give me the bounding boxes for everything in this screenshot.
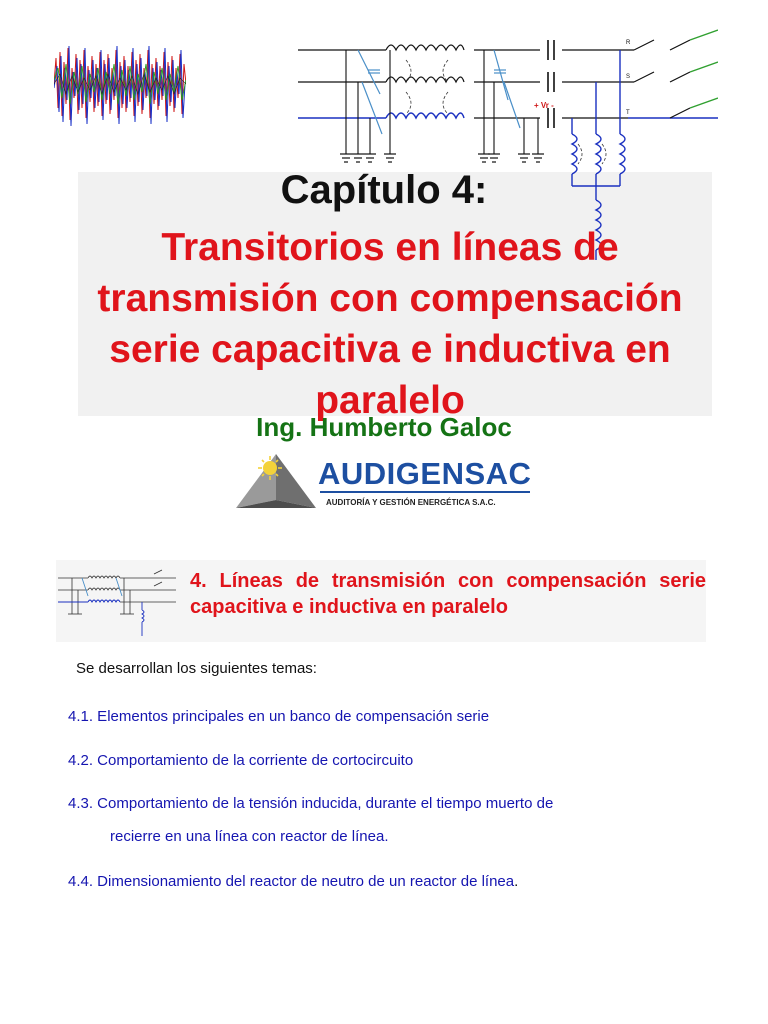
line-inductors	[386, 45, 464, 82]
topic-item-4-4	[68, 865, 692, 898]
logo-tagline: AUDITORÍA Y GESTIÓN ENERGÉTICA S.A.C.	[326, 498, 496, 507]
topic-item-4-4-period: .	[514, 873, 519, 890]
breaker-switches-green	[690, 30, 718, 108]
waveform-image	[54, 38, 186, 130]
section-heading: 4. Líneas de transmisión con compensación serie capacitiva e inductiva en paralelo	[190, 570, 706, 618]
topic-item-4-4-text: 4.4. Dimensionamiento del reactor de neutro de un reactor de línea	[68, 873, 515, 890]
company-logo	[234, 450, 534, 512]
sun-icon	[263, 461, 277, 475]
logo-divider	[320, 491, 530, 493]
section-schematic-thumbnail	[58, 564, 176, 642]
topic-item-4-3-continuation: recierre en una línea con reactor de línea.	[110, 828, 389, 845]
topics-intro: Se desarrollan los siguientes temas:	[76, 660, 317, 677]
pyramid-logo-icon	[234, 450, 318, 510]
shunt-capacitors	[358, 50, 520, 134]
logo-wordmark: AUDIGENSAC	[318, 456, 532, 491]
mutual-coupling-arcs	[406, 60, 448, 114]
phase-s-label: S	[626, 74, 631, 80]
phase-r-label: R	[626, 40, 631, 46]
ground-symbols	[340, 154, 544, 162]
breaker-switches	[634, 40, 690, 118]
phase-t-label: T	[626, 110, 630, 116]
series-capacitors	[548, 40, 554, 128]
phase-conductors	[298, 50, 634, 118]
reactor-coupling-arcs	[578, 144, 606, 164]
line-inductor-t	[386, 113, 464, 118]
topic-item-4-3: 4.3. Comportamiento de la tensión inducida, durante el tiempo muerto de	[68, 795, 554, 812]
ground-drops	[346, 50, 538, 154]
chapter-title: Transitorios en líneas de transmisión con compensación serie capacitiva e inductiva en paralelo	[97, 226, 683, 422]
topic-item-4-1: 4.1. Elementos principales en un banco de compensación serie	[68, 708, 490, 725]
author-name: Ing. Humberto Galoc	[256, 412, 512, 442]
vr-label: + Vr -	[534, 101, 554, 110]
chapter-label: Capítulo 4:	[280, 168, 488, 212]
topic-item-4-2: 4.2. Comportamiento de la corriente de cortocircuito	[68, 752, 414, 769]
